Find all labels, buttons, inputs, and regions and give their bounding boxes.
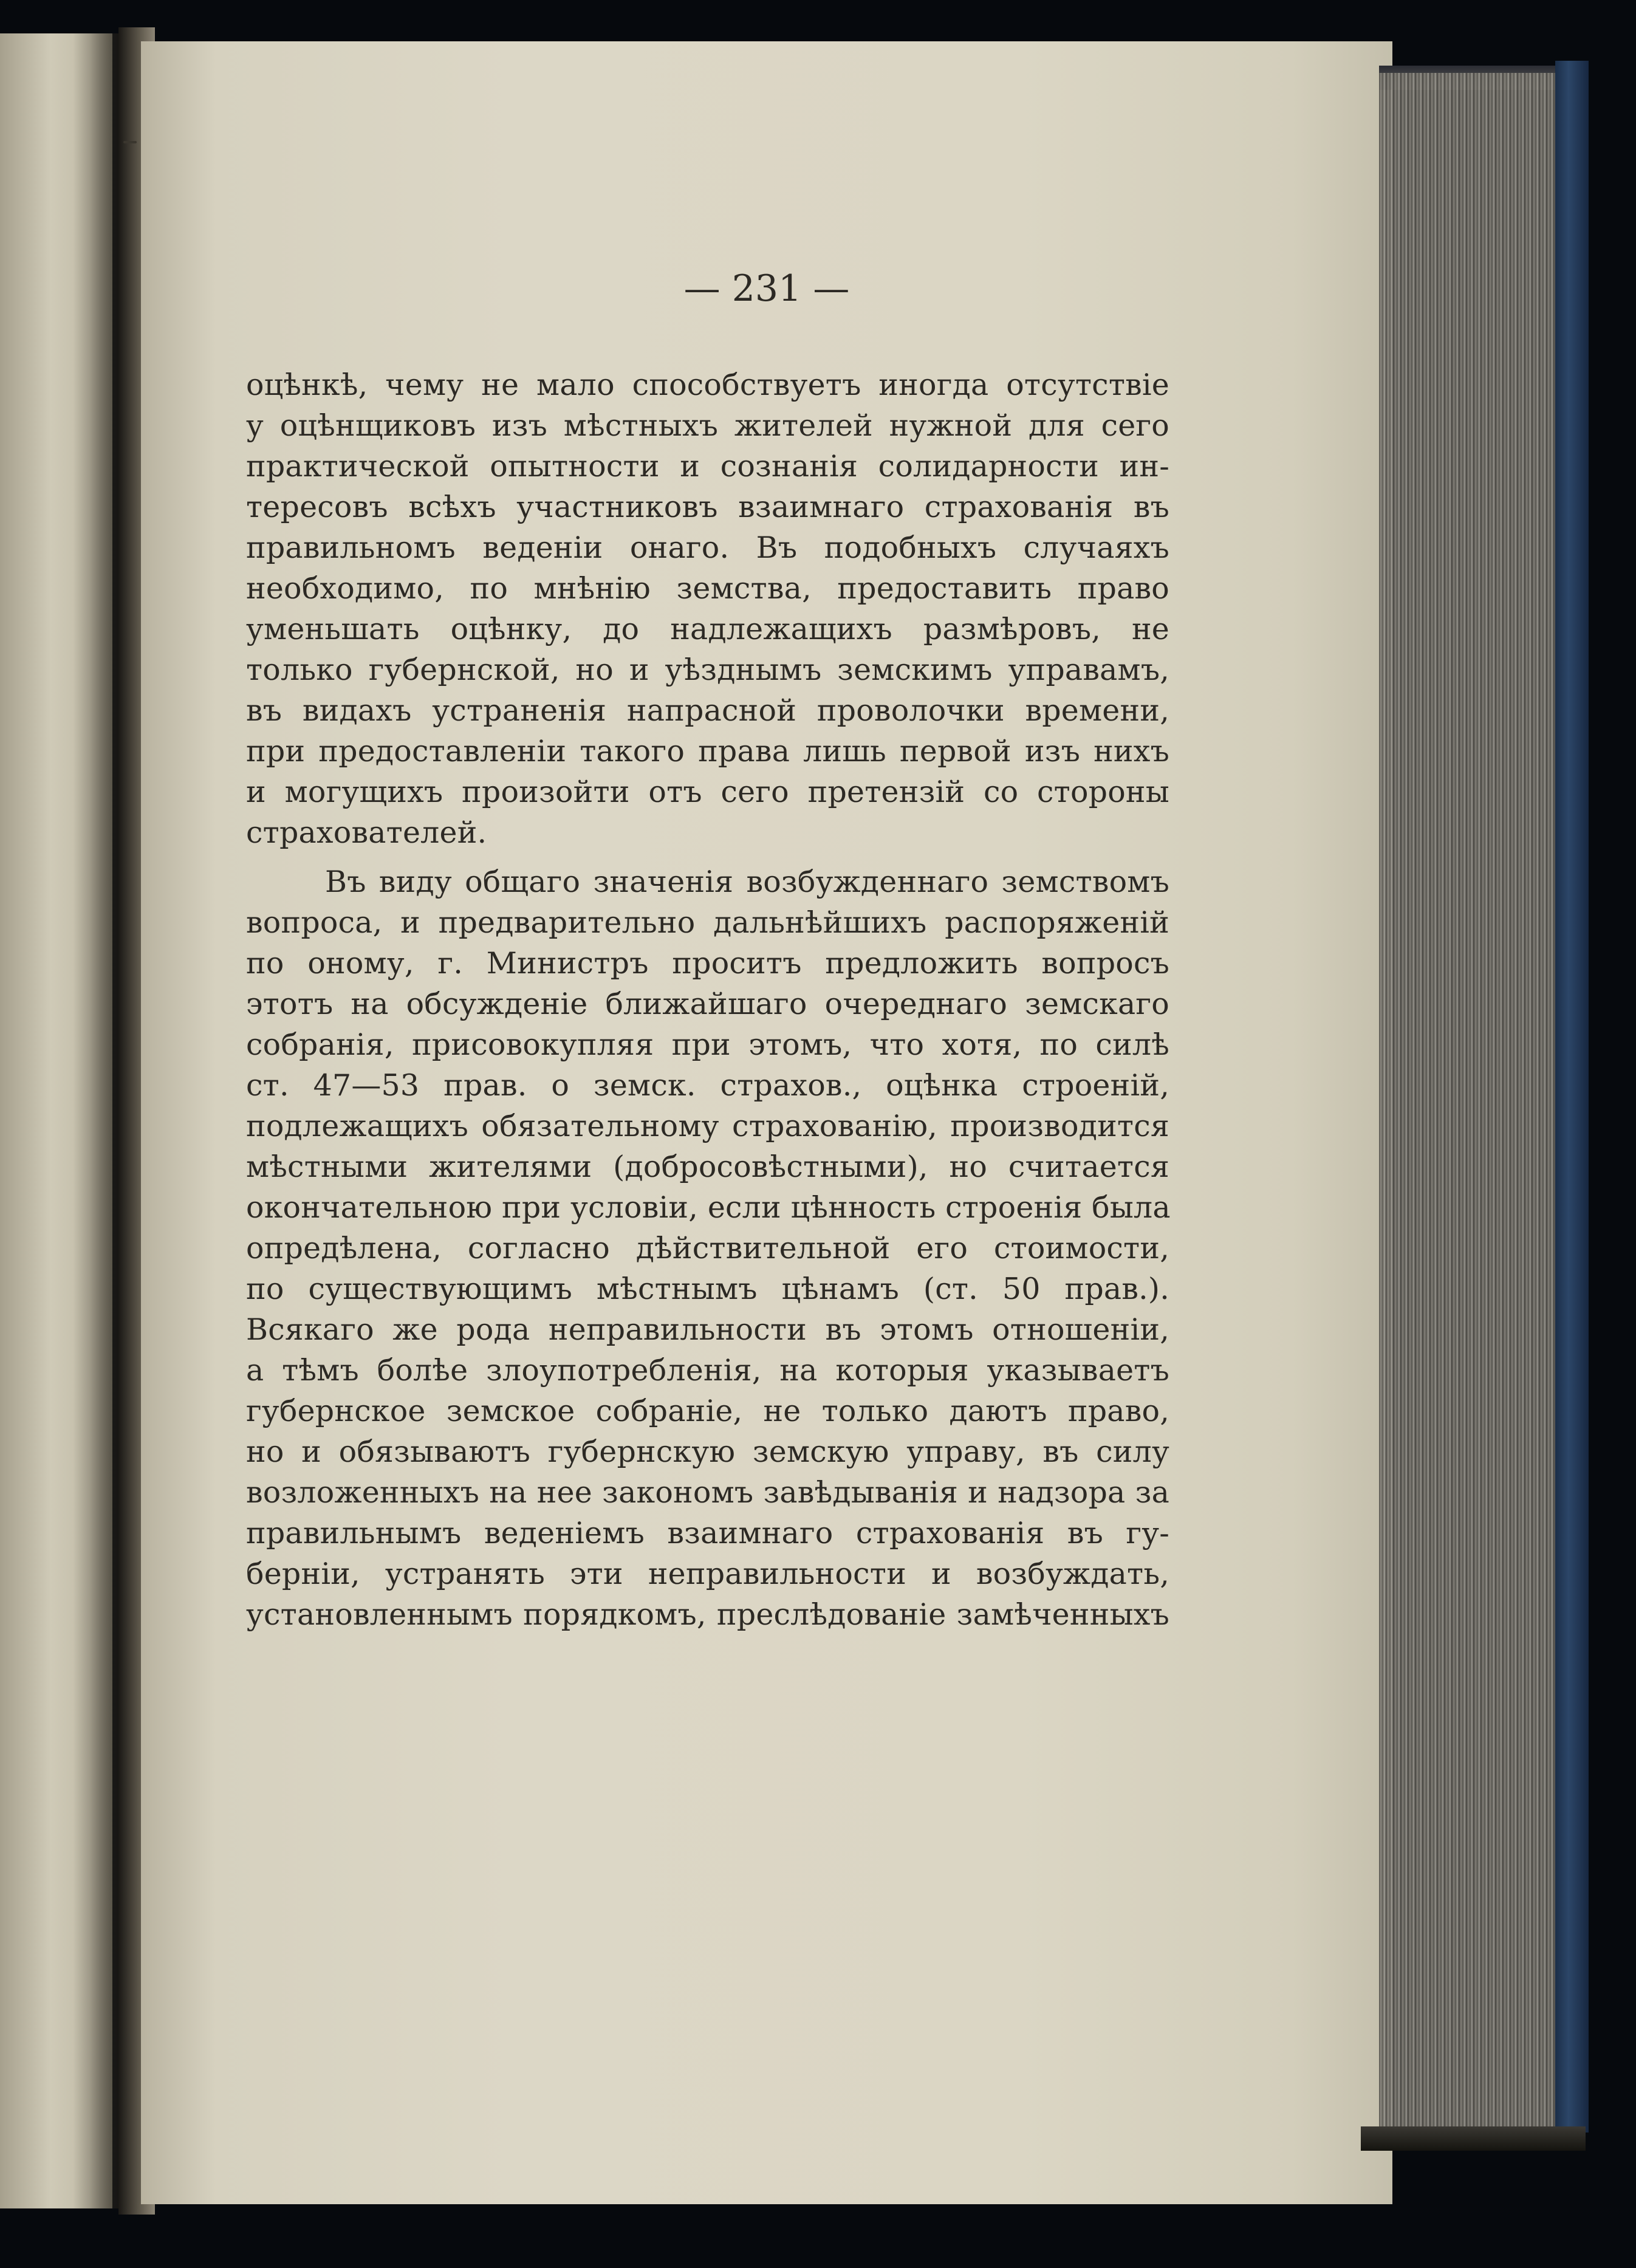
text-line: правильнымъ веденіемъ взаимнаго страхованія въ гу- <box>246 1516 1169 1550</box>
text-line: уменьшать оцѣнку, до надлежащихъ размѣровъ, не <box>246 612 1169 646</box>
text-line: берніи, устранять эти неправильности и возбуждать, <box>246 1557 1169 1591</box>
page-block-edges <box>1379 73 1567 2133</box>
text-line: окончательною при условіи, если цѣнность строенія была <box>246 1190 1171 1225</box>
text-line: тересовъ всѣхъ участниковъ взаимнаго страхованія въ <box>246 490 1169 524</box>
page-number: — 231 — <box>683 267 850 310</box>
margin-mark <box>123 141 137 143</box>
text-line: подлежащихъ обязательному страхованію, производится <box>246 1109 1169 1143</box>
text-line: собранія, присовокупляя при этомъ, что хотя, по силѣ <box>246 1027 1169 1062</box>
text-line: въ видахъ устраненія напрасной проволочки времени, <box>246 693 1169 728</box>
text-line: по существующимъ мѣстнымъ цѣнамъ (ст. 50 прав.). <box>246 1272 1169 1306</box>
text-line: необходимо, по мнѣнію земства, предоставить право <box>246 571 1169 606</box>
text-line: при предоставленіи такого права лишь первой изъ нихъ <box>246 734 1169 769</box>
text-line: правильномъ веденіи онаго. Въ подобныхъ случаяхъ <box>246 530 1169 565</box>
text-line: но и обязываютъ губернскую земскую управу, въ силу <box>246 1434 1169 1469</box>
text-line: по оному, г. Министръ проситъ предложить вопросъ <box>246 946 1169 981</box>
page-block-bottom <box>1361 2126 1586 2151</box>
text-line: оцѣнкѣ, чему не мало способствуетъ иногда отсутствіе <box>246 368 1169 402</box>
text-line: опредѣлена, согласно дѣйствительной его стоимости, <box>246 1231 1169 1266</box>
text-line: этотъ на обсужденіе ближайшаго очереднаго земскаго <box>246 987 1169 1021</box>
text-line: а тѣмъ болѣе злоупотребленія, на которыя указываетъ <box>246 1353 1169 1388</box>
text-line: мѣстными жителями (добросовѣстными), но считается <box>246 1149 1169 1184</box>
text-line: возложенныхъ на нее закономъ завѣдыванія и надзора за <box>246 1475 1169 1510</box>
text-line: Всякаго же рода неправильности въ этомъ отношеніи, <box>246 1312 1169 1347</box>
text-line: ст. 47—53 прав. о земск. страхов., оцѣнка строеній, <box>246 1068 1169 1103</box>
text-line: практической опытности и сознанія солидарности ин- <box>246 449 1169 484</box>
text-line: вопроса, и предварительно дальнѣйшихъ распоряженій <box>246 905 1169 940</box>
text-line: Въ виду общаго значенія возбужденнаго земствомъ <box>325 865 1169 899</box>
text-line: только губернской, но и уѣзднымъ земскимъ управамъ, <box>246 653 1169 687</box>
text-line: у оцѣнщиковъ изъ мѣстныхъ жителей нужной для сего <box>246 408 1169 443</box>
text-line: установленнымъ порядкомъ, преслѣдованіе замѣченныхъ <box>246 1597 1169 1632</box>
text-line: и могущихъ произойти отъ сего претензій со стороны <box>246 775 1169 809</box>
text-line: страхователей. <box>246 815 487 850</box>
text-line: губернское земское собраніе, не только даютъ право, <box>246 1394 1169 1428</box>
book-cover-edge <box>1555 61 1589 2133</box>
